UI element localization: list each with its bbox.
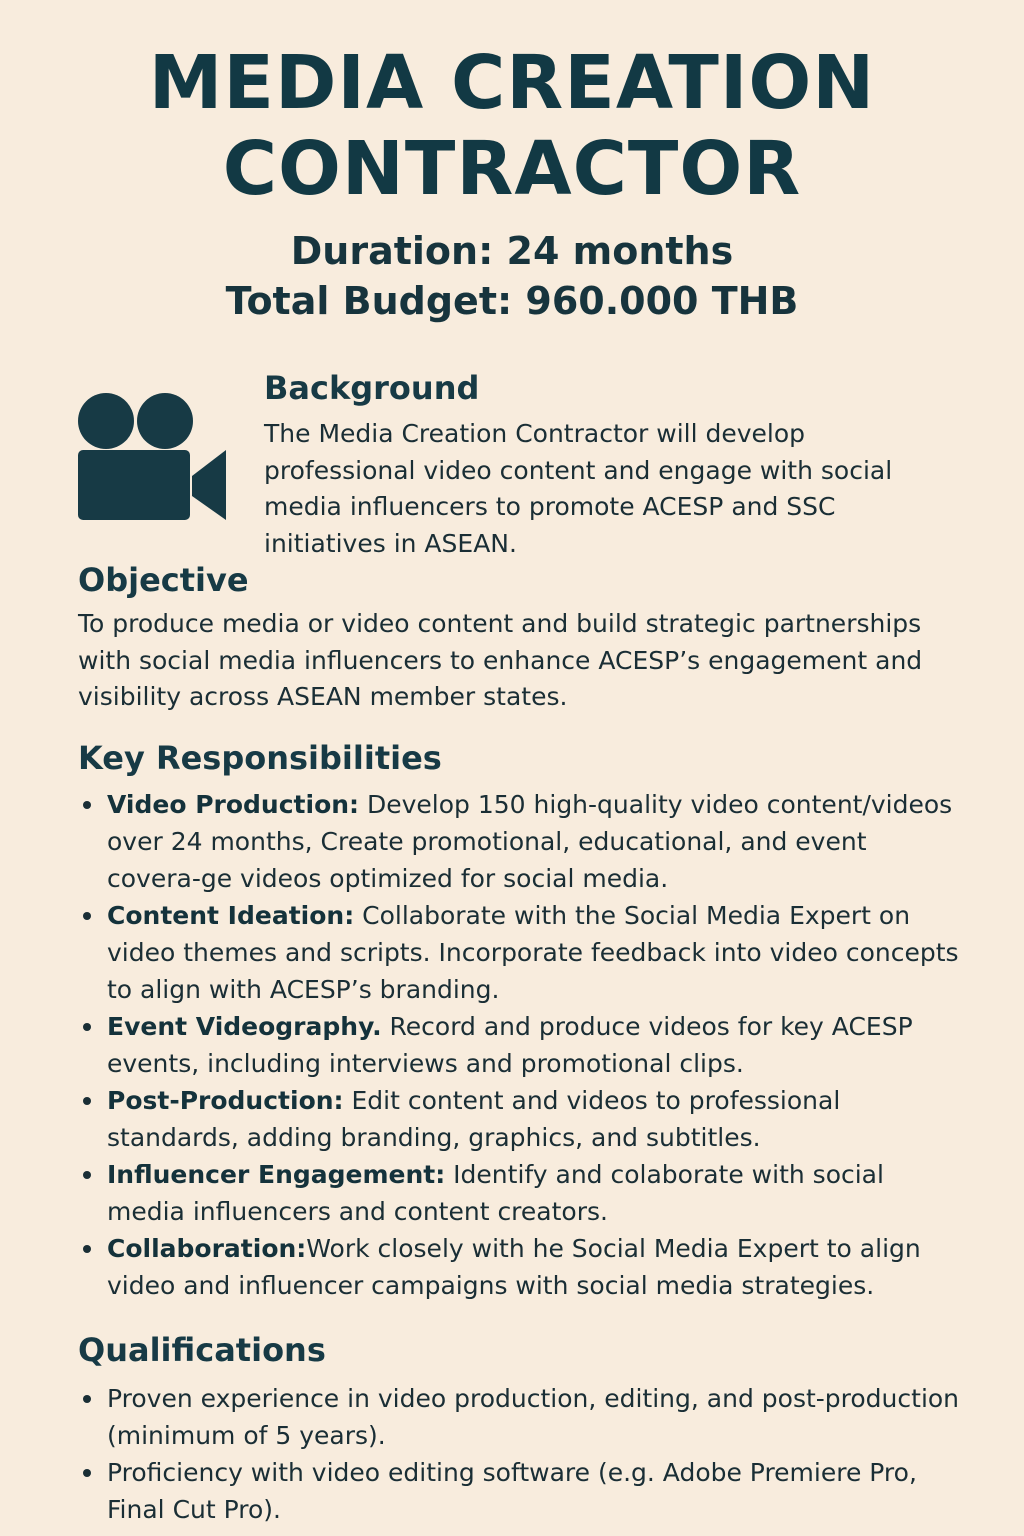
list-item xyxy=(107,1008,968,1082)
budget-text: Total Budget: 960.000 THB xyxy=(225,279,799,323)
objective-heading: Objective xyxy=(78,561,249,599)
item-text: Record and produce videos for key ACESP events, including interviews and promotional clips. xyxy=(107,1012,913,1078)
list-item xyxy=(107,1230,968,1304)
responsibilities-heading: Key Responsibilities xyxy=(78,739,442,777)
title-line-2: CONTRACTOR xyxy=(222,126,802,212)
responsibilities-list xyxy=(78,786,968,1304)
item-text: Work closely with he Social Media Expert to align video and influencer campaigns with social media strategies. xyxy=(107,1234,921,1300)
video-camera-icon xyxy=(78,392,228,522)
responsibilities-section xyxy=(78,738,968,1304)
qualifications-list xyxy=(78,1380,968,1528)
objective-text: To produce media or video content and build strategic partnerships with social media influencers to enhance ACESP’s engagement and visibility across ASEAN member states. xyxy=(78,609,923,711)
background-heading: Background xyxy=(264,369,480,407)
item-label: Collaboration: xyxy=(107,1234,307,1263)
item-text: Edit content and videos to professional standards, adding branding, graphics, and subtitles. xyxy=(107,1086,841,1152)
list-item: Proven experience in video production, editing, and post-production (minimum of 5 years). xyxy=(107,1380,968,1454)
list-item xyxy=(107,1082,968,1156)
title-line-1: MEDIA CREATION xyxy=(148,40,876,126)
list-item: Proficiency with video editing software (e.g. Adobe Premiere Pro, Final Cut Pro). xyxy=(107,1454,968,1528)
item-label: Post-Production: xyxy=(107,1086,344,1115)
qualifications-section xyxy=(78,1330,968,1528)
item-label: Influencer Engagement: xyxy=(107,1160,446,1189)
item-text: Collaborate with the Social Media Expert on video themes and scripts. Incorporate feedback into video concepts to align with ACESP’s branding. xyxy=(107,901,959,1004)
qualifications-heading: Qualifications xyxy=(78,1331,326,1369)
item-text: Develop 150 high-quality video content/videos over 24 months, Create promotional, educational, and event covera-ge videos optimized for social media. xyxy=(107,790,953,893)
page-title xyxy=(0,40,1024,212)
item-label: Event Videography. xyxy=(107,1012,382,1041)
objective-section xyxy=(78,560,968,716)
background-text: The Media Creation Contractor will develop professional video content and engage with social media influencers to promote ACESP and SSC initiatives in ASEAN. xyxy=(264,419,893,558)
list-item xyxy=(107,1156,968,1230)
duration-text: Duration: 24 months xyxy=(290,229,734,273)
item-label: Video Production: xyxy=(107,790,360,819)
list-item xyxy=(107,786,968,897)
item-text: Identify and colaborate with social media influencers and content creators. xyxy=(107,1160,884,1226)
contract-meta xyxy=(0,226,1024,326)
background-section xyxy=(264,368,964,562)
item-label: Content Ideation: xyxy=(107,901,355,930)
list-item xyxy=(107,897,968,1008)
